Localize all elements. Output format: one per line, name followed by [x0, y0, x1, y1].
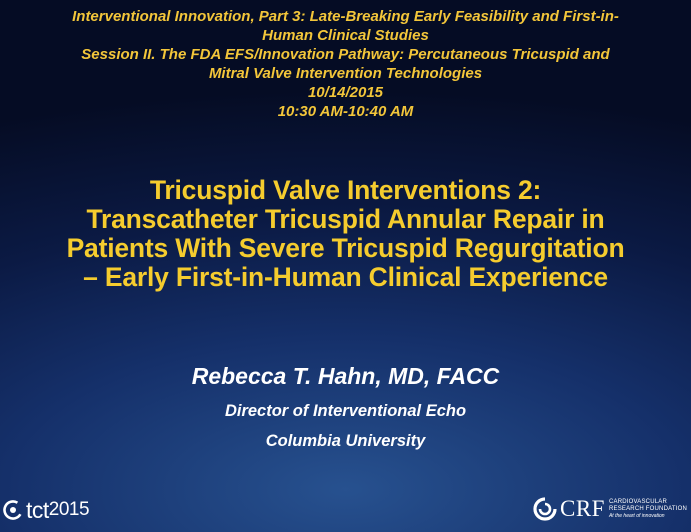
crf-swirl-icon	[533, 497, 557, 521]
session-header	[10, 7, 681, 121]
crf-tagline-line: RESEARCH FOUNDATION	[608, 505, 687, 512]
crf-logo-word: CRF	[559, 496, 605, 521]
session-date: 10/14/2015	[307, 84, 384, 101]
tct-logo-year: 2015	[48, 499, 90, 520]
slide-title	[0, 176, 691, 292]
session-header-line: Human Clinical Studies	[262, 27, 429, 44]
presenter-name: Rebecca T. Hahn, MD, FACC	[191, 363, 500, 389]
presenter-organization: Columbia University	[265, 432, 426, 450]
session-header-line: Session II. The FDA EFS/Innovation Pathway: Percutaneous Tricuspid and	[81, 46, 610, 63]
slide-title-line: Transcatheter Tricuspid Annular Repair in	[86, 204, 605, 234]
session-header-line: Interventional Innovation, Part 3: Late-Breaking Early Feasibility and First-in-	[72, 8, 619, 25]
crf-logo	[533, 495, 687, 523]
tct-logo	[2, 497, 89, 523]
crf-tagline-line: At the heart of innovation	[608, 512, 665, 519]
tct-logo-word: tct	[26, 496, 49, 523]
slide-title-line: Patients With Severe Tricuspid Regurgitation	[66, 233, 625, 263]
slide-title-line: – Early First-in-Human Clinical Experience	[83, 262, 608, 292]
tct-swirl-icon	[2, 499, 24, 521]
presenter-role: Director of Interventional Echo	[224, 402, 467, 420]
slide-title-line: Tricuspid Valve Interventions 2:	[149, 175, 542, 205]
crf-logo-tagline	[609, 499, 687, 520]
crf-tagline-line: CARDIOVASCULAR	[608, 498, 668, 505]
session-header-line: Mitral Valve Intervention Technologies	[208, 65, 483, 82]
session-time: 10:30 AM-10:40 AM	[277, 103, 414, 120]
